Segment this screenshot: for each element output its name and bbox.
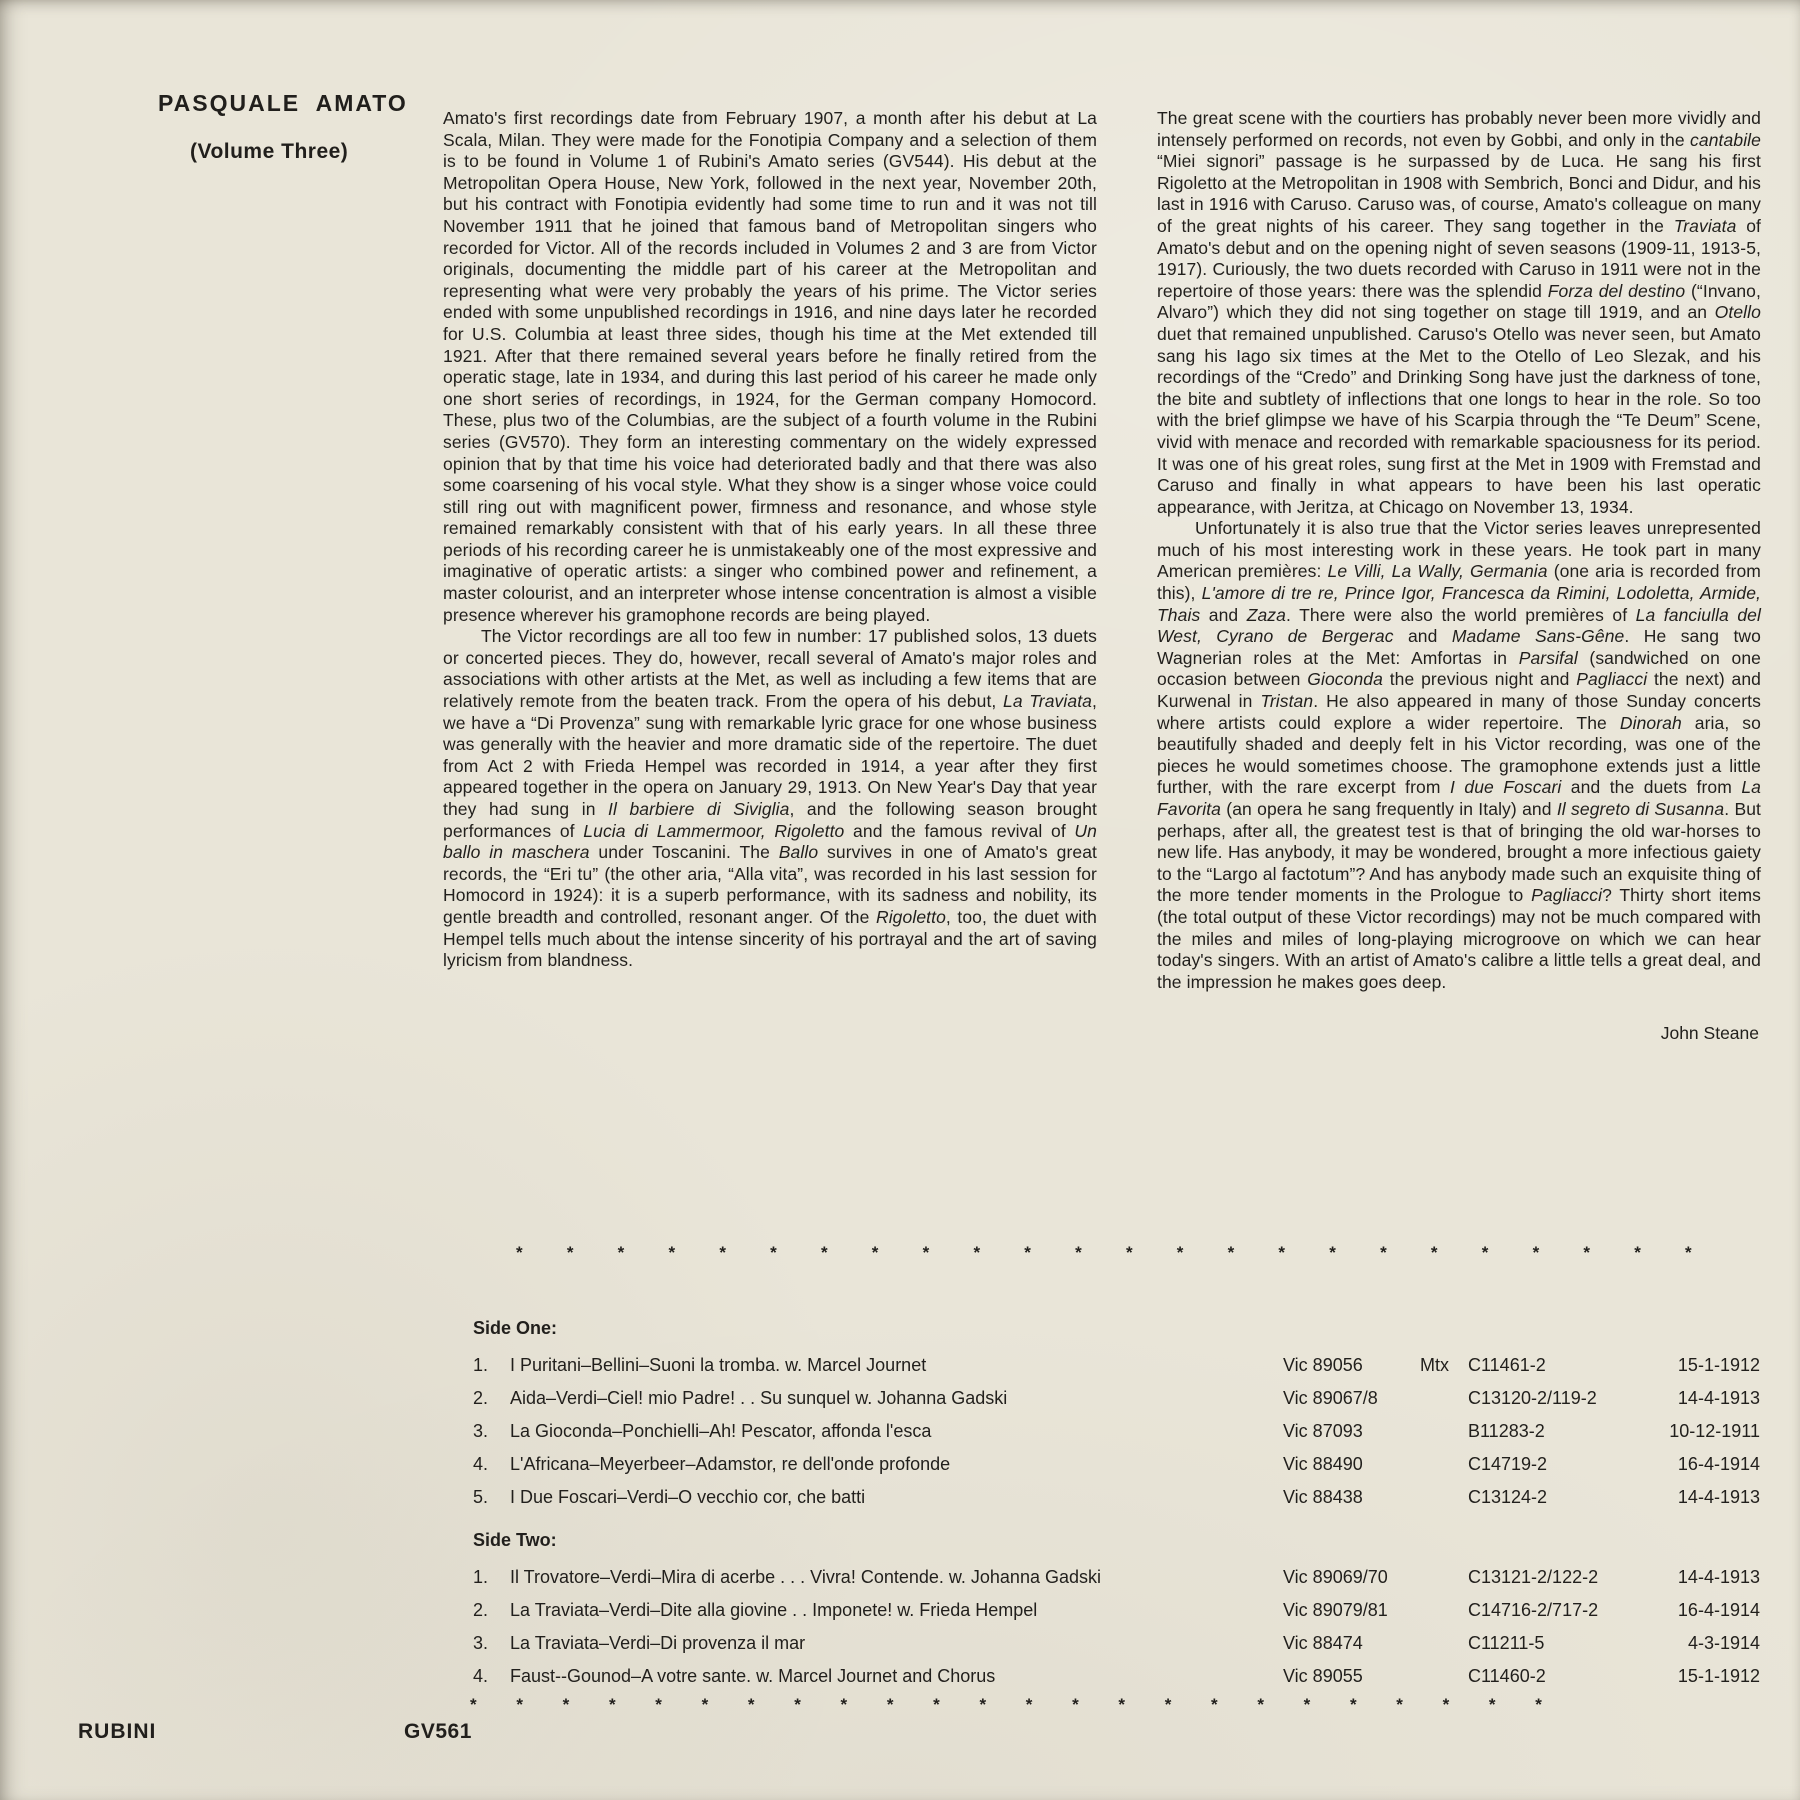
asterisk: * <box>1685 1243 1692 1262</box>
asterisk: * <box>1025 1695 1033 1714</box>
track-date: 14-4-1913 <box>1677 1388 1760 1408</box>
asterisk: * <box>617 1243 625 1262</box>
asterisk: * <box>516 1243 523 1262</box>
track-catalog: Vic 89055 <box>1283 1666 1363 1686</box>
track-date: 14-4-1913 <box>1677 1567 1760 1587</box>
track-number: 2. <box>473 1600 489 1620</box>
asterisk: * <box>1125 1243 1133 1262</box>
track-date: 16-4-1914 <box>1677 1600 1760 1620</box>
asterisk: * <box>820 1243 828 1262</box>
track-matrix: C14716-2/717-2 <box>1468 1600 1599 1620</box>
asterisk: * <box>794 1695 801 1714</box>
essay-paragraph: The Victor recordings are all too few in number: 17 published solos, 13 duets or concerted pieces. They do, however, recall several of Amato's major roles and associations with other artists at the Met, as well as including a few items that are relatively remote from the beaten track. From the opera of his debut, La Traviata, we have a “Di Provenza” sung with remarkable lyric grace for one whose business was generally with the heavier and more dramatic side of the repertoire. The duet from Act 2 with Frieda Hempel was recorded in 1914, a year after they first appeared together in the opera on January 29, 1913. On New Year's Day that year they had sung in Il barbiere di Siviglia, and the following season brought performances of Lucia di Lammermoor, Rigoletto and the famous revival of Un ballo in maschera under Toscanini. The Ballo survives in one of Amato's great records, the “Eri tu” (the other aria, “Alla vita”, was recorded in his last session for Homocord in 1924): it is a superb performance, with its sadness and nobility, its gentle breadth and controlled, resonant anger. Of the Rigoletto, too, the duet with Hempel tells much about the intense sincerity of his portrayal and the art of saving lyricism from blandness. <box>443 626 1097 971</box>
asterisk: * <box>1430 1243 1438 1262</box>
track-catalog: Vic 87093 <box>1283 1421 1363 1441</box>
separator-bottom <box>470 1695 1542 1715</box>
track-number: 1. <box>473 1355 489 1375</box>
asterisk: * <box>1176 1243 1184 1262</box>
page-subtitle: (Volume Three) <box>190 140 349 163</box>
essay-right-column <box>1157 108 1761 1044</box>
mtx-column-label: Mtx <box>1420 1355 1449 1375</box>
track-date: 10-12-1911 <box>1669 1421 1760 1441</box>
asterisk: * <box>1278 1243 1286 1262</box>
asterisk: * <box>562 1695 570 1714</box>
asterisk: * <box>1535 1695 1542 1714</box>
track-catalog: Vic 88490 <box>1283 1454 1363 1474</box>
essay-left-column <box>443 108 1097 972</box>
table-row <box>473 1415 1760 1448</box>
asterisk: * <box>1349 1695 1357 1714</box>
asterisk: * <box>1257 1695 1264 1714</box>
track-number: 3. <box>473 1633 489 1653</box>
track-date: 14-4-1913 <box>1677 1487 1760 1507</box>
asterisk: * <box>973 1243 981 1262</box>
track-matrix: B11283-2 <box>1468 1421 1545 1441</box>
track-number: 4. <box>473 1666 489 1686</box>
asterisk: * <box>1583 1243 1591 1262</box>
track-number: 4. <box>473 1454 489 1474</box>
asterisk: * <box>871 1243 879 1262</box>
essay-paragraph: The great scene with the courtiers has probably never been more vividly and intensely performed on records, not even by Gobbi, and only in the cantabile “Miei signori” passage is he surpassed by de Luca. He sang his first Rigoletto at the Metropolitan in 1908 with Sembrich, Bonci and Didur, and his last in 1916 with Caruso. Caruso was, of course, Amato's colleague on many of the great nights of his career. They sang together in the Traviata of Amato's debut and on the opening night of seven seasons (1909-11, 1913-5, 1917). Curiously, the two duets recorded with Caruso in 1911 were not in the repertoire of those years: there was the splendid Forza del destino (“Invano, Alvaro”) which they did not sing together on stage till 1919, and an Otello duet that remained unpublished. Caruso's Otello was never seen, but Amato sang his Iago six times at the Met to the Otello of Leo Slezak, and his recordings of the “Credo” and Drinking Song have just the darkness of tone, the bite and subtlety of inflections that one longs to hear in the role. So too with the brief glimpse we have of his Scarpia through the “Te Deum” Scene, vivid with menace and recorded with remarkable spaciousness for its period. It was one of his great roles, sung first at the Met in 1909 with Fremstad and Caruso and finally in what appears to have been his last operatic appearance, with Jeritza, at Chicago on November 13, 1934. <box>1157 108 1761 517</box>
track-catalog: Vic 88474 <box>1283 1633 1363 1653</box>
track-date: 15-1-1912 <box>1677 1355 1760 1375</box>
side-two-heading: Side Two: <box>473 1530 557 1550</box>
track-date: 15-1-1912 <box>1677 1666 1760 1686</box>
track-date: 4-3-1914 <box>1687 1633 1760 1653</box>
track-title: Aida–Verdi–Ciel! mio Padre! . . Su sunquel w. Johanna Gadski <box>510 1388 1008 1408</box>
essay-paragraph: Unfortunately it is also true that the Victor series leaves unrepresented much of his most interesting work in these years. He took part in many American premières: Le Villi, La Wally, Germania (one aria is recorded from this), L'amore di tre re, Prince Igor, Francesca da Rimini, Lodoletta, Armide, Thais and Zaza. There were also the world premières of La fanciulla del West, Cyrano de Bergerac and Madame Sans-Gêne. He sang two Wagnerian roles at the Met: Amfortas in Parsifal (sandwiched on one occasion between Gioconda the previous night and Pagliacci the next) and Kurwenal in Tristan. He also appeared in many of those Sunday concerts where artists could explore a wider repertoire. The Dinorah aria, so beautifully shaded and deeply felt in his Victor recording, was one of the pieces he would sometimes choose. The gramophone extends just a little further, with the rare excerpt from I due Foscari and the duets from La Favorita (an opera he sang frequently in Italy) and Il segreto di Susanna. But perhaps, after all, the greatest test is that of bringing the old war-horses to new life. Has anybody, it may be wondered, brought a more infectious gaiety to the “Largo al factotum”? And has anybody made such an exquisite thing of the more tender moments in the Prologue to Pagliacci? Thirty short items (the total output of these Victor recordings) may not be much compared with the miles and miles of long-playing microgroove on which we can hear today's singers. With an artist of Amato's calibre a little tells a great deal, and the impression he makes goes deep. <box>1157 518 1762 992</box>
table-row <box>473 1594 1760 1627</box>
track-catalog: Vic 89067/8 <box>1283 1388 1378 1408</box>
asterisk: * <box>1164 1695 1172 1714</box>
asterisk: * <box>470 1695 477 1714</box>
track-title: Faust--Gounod–A votre sante. w. Marcel Journet and Chorus <box>510 1666 996 1686</box>
asterisk: * <box>516 1695 523 1714</box>
page-title: PASQUALE AMATO <box>158 90 408 116</box>
table-row <box>473 1448 1760 1481</box>
asterisk: * <box>979 1695 987 1714</box>
track-date: 16-4-1914 <box>1677 1454 1760 1474</box>
asterisk: * <box>1442 1695 1450 1714</box>
track-catalog: Vic 89069/70 <box>1283 1567 1388 1587</box>
track-matrix: C13120-2/119-2 <box>1468 1388 1597 1408</box>
table-row <box>473 1627 1760 1660</box>
asterisk: * <box>655 1695 662 1714</box>
essay-paragraph: Amato's first recordings date from February 1907, a month after his debut at La Scala, Milan. They were made for the Fonotipia Company and a selection of them is to be found in Volume 1 of Rubini's Amato series (GV544). His debut at the Metropolitan Opera House, New York, followed in the next year, November 20th, but his contract with Fonotipia evidently had some time to run and it was not till November 1911 that he joined that famous band of Metropolitan singers who recorded for Victor. All of the records included in Volumes 2 and 3 are from Victor originals, documenting the middle part of his career at the Metropolitan and representing what were very probably the years of his prime. The Victor series ended with some unpublished recordings in 1916, and nine days later he recorded for U.S. Columbia at least three sides, though his time at the Met extended till 1921. After that there remained several years before he finally retired from the operatic stage, late in 1934, and during this last period of his career he made only one short series of recordings, in 1924, for the German company Homocord. These, plus two of the Columbias, are the subject of a fourth volume in the Rubini series (GV570). They form an interesting commentary on the widely expressed opinion that by that time his voice had deteriorated badly and that there was also some coarsening of his vocal style. What they show is a singer whose voice could still ring out with magnificent power, firmness and resonance, and whose style remained remarkably consistent with that of his early years. In all these three periods of his recording career he is unmistakeably one of the most expressive and imaginative of operatic artists: a singer who combined power and refinement, a master colourist, and an interpreter whose intense concentration is almost a visible presence wherever his gramophone records are being played. <box>443 108 1097 625</box>
track-title: La Gioconda–Ponchielli–Ah! Pescator, affonda l'esca <box>510 1421 932 1441</box>
track-matrix: C11211-5 <box>1468 1633 1545 1653</box>
asterisk: * <box>1488 1695 1496 1714</box>
track-title: Il Trovatore–Verdi–Mira di acerbe . . . Vivra! Contende. w. Johanna Gadski <box>510 1567 1101 1587</box>
asterisk: * <box>1227 1243 1235 1262</box>
table-row <box>473 1382 1760 1415</box>
asterisk: * <box>933 1695 940 1714</box>
table-row <box>473 1349 1760 1382</box>
asterisk: * <box>1024 1243 1031 1262</box>
asterisk: * <box>770 1243 777 1262</box>
track-matrix: C13124-2 <box>1468 1487 1548 1507</box>
asterisk: * <box>1329 1243 1336 1262</box>
track-title: La Traviata–Verdi–Dite alla giovine . . Imponete! w. Frieda Hempel <box>510 1600 1038 1620</box>
tracklist <box>473 1318 1760 1693</box>
asterisk: * <box>747 1695 755 1714</box>
track-matrix: C14719-2 <box>1468 1454 1548 1474</box>
table-row <box>473 1561 1760 1594</box>
track-matrix: C13121-2/122-2 <box>1468 1567 1599 1587</box>
track-catalog: Vic 89056 <box>1283 1355 1363 1375</box>
asterisk: * <box>922 1243 930 1262</box>
track-matrix: C11461-2 <box>1468 1355 1546 1375</box>
table-row <box>473 1660 1760 1693</box>
table-row <box>473 1481 1760 1514</box>
asterisk: * <box>1075 1243 1082 1262</box>
track-title: La Traviata–Verdi–Di provenza il mar <box>510 1633 806 1653</box>
asterisk: * <box>1380 1243 1387 1262</box>
asterisk: * <box>608 1695 616 1714</box>
record-label-name: RUBINI <box>78 1720 157 1743</box>
asterisk: * <box>1481 1243 1489 1262</box>
track-title: L'Africana–Meyerbeer–Adamstor, re dell'onde profonde <box>510 1454 951 1474</box>
byline: John Steane <box>1660 1023 1759 1044</box>
asterisk: * <box>1303 1695 1311 1714</box>
asterisk: * <box>1211 1695 1218 1714</box>
track-number: 1. <box>473 1567 489 1587</box>
asterisk: * <box>719 1243 726 1262</box>
asterisk: * <box>840 1695 848 1714</box>
track-title: I Due Foscari–Verdi–O vecchio cor, che batti <box>510 1487 866 1507</box>
asterisk: * <box>701 1695 709 1714</box>
catalog-number: GV561 <box>404 1720 472 1743</box>
separator-top <box>516 1243 1692 1263</box>
asterisk: * <box>1396 1695 1403 1714</box>
asterisk: * <box>566 1243 574 1262</box>
asterisk: * <box>1072 1695 1079 1714</box>
track-number: 5. <box>473 1487 489 1507</box>
asterisk: * <box>1634 1243 1641 1262</box>
track-number: 3. <box>473 1421 489 1441</box>
track-matrix: C11460-2 <box>1468 1666 1546 1686</box>
asterisk: * <box>668 1243 676 1262</box>
track-number: 2. <box>473 1388 489 1408</box>
asterisk: * <box>1532 1243 1540 1262</box>
track-title: I Puritani–Bellini–Suoni la tromba. w. Marcel Journet <box>510 1355 927 1375</box>
side-one-heading: Side One: <box>473 1318 558 1338</box>
asterisk: * <box>1118 1695 1125 1714</box>
asterisk: * <box>886 1695 894 1714</box>
track-catalog: Vic 89079/81 <box>1283 1600 1388 1620</box>
track-catalog: Vic 88438 <box>1283 1487 1363 1507</box>
